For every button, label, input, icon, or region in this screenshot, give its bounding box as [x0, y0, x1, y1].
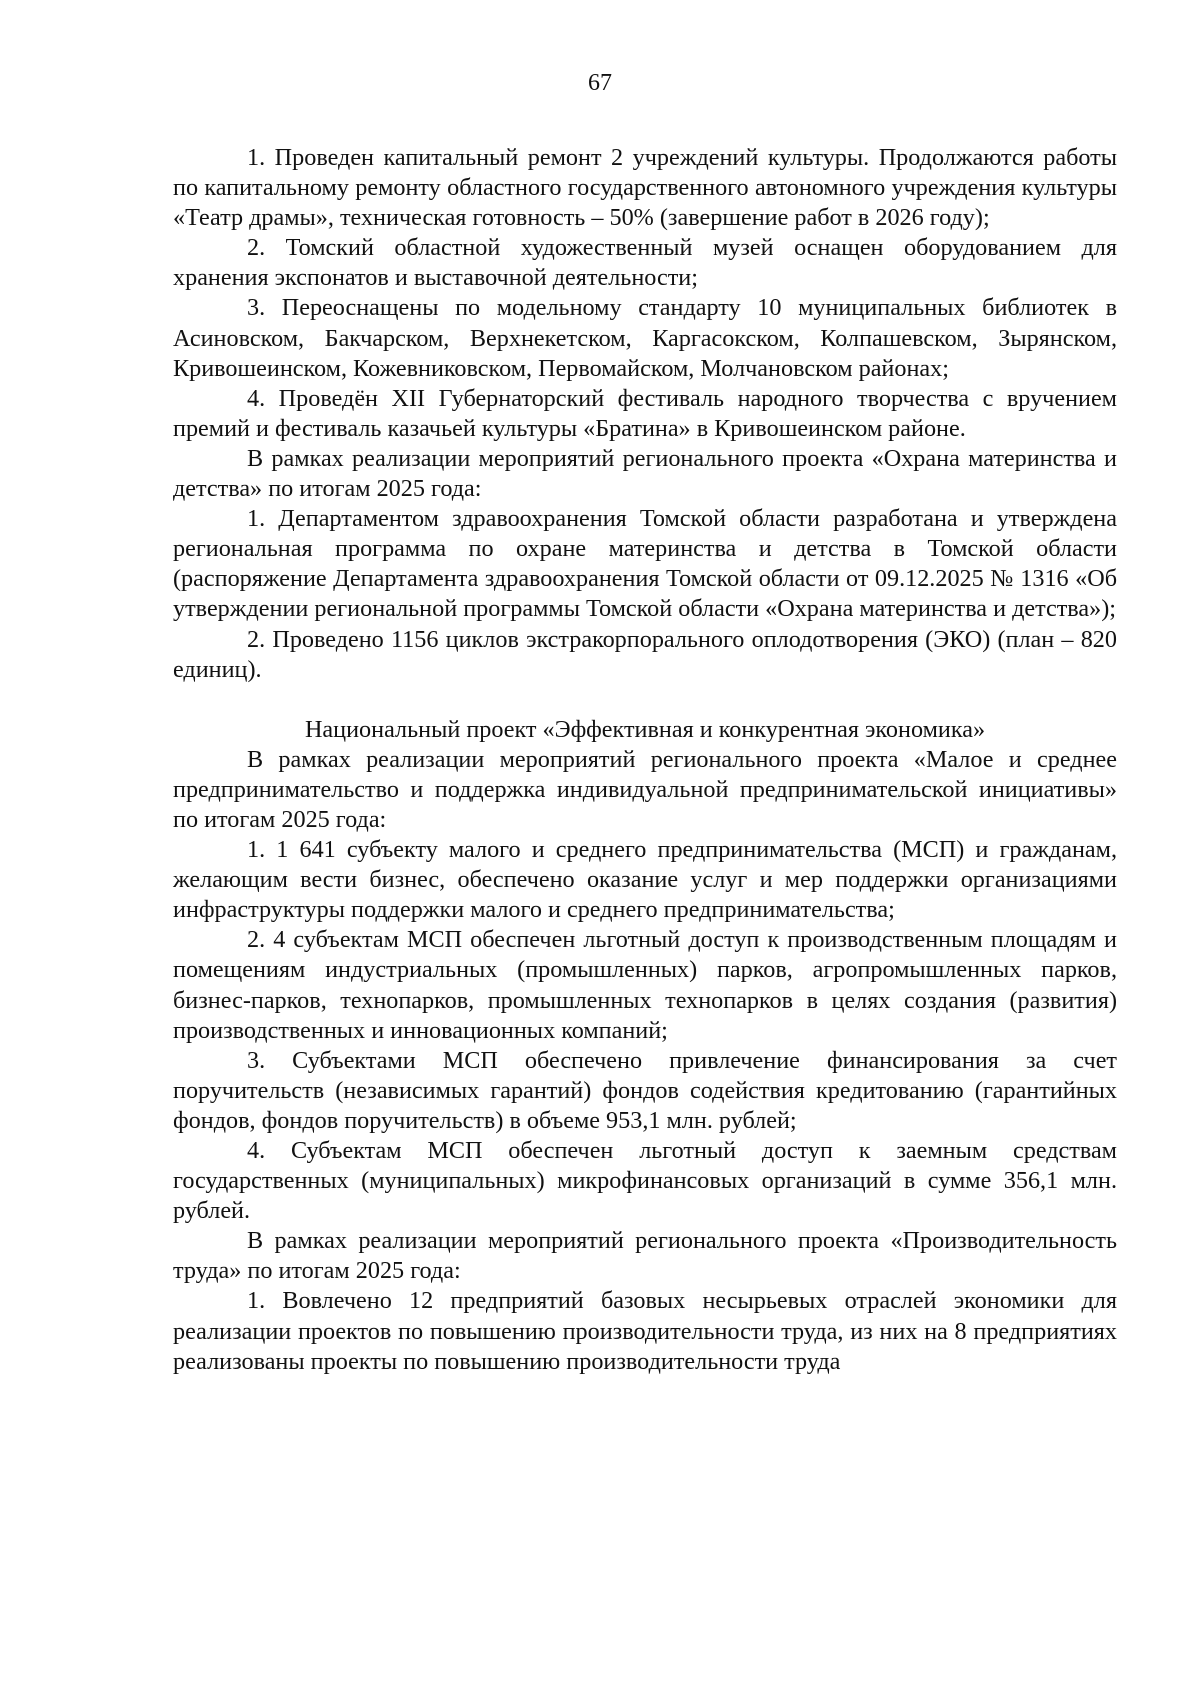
- paragraph: В рамках реализации мероприятий регионального проекта «Производительность труда» по итогам 2025 года:: [173, 1227, 1117, 1285]
- paragraph: 2. 4 субъектам МСП обеспечен льготный доступ к производственным площадям и помещениям индустриальных (промышленных) парков, агропромышленных парков, бизнес-парков, технопарков, промышленных технопарков в целях создания (развития) производственных и инновационных компаний;: [173, 926, 1117, 1044]
- paragraph: В рамках реализации мероприятий регионального проекта «Охрана материнства и детства» по итогам 2025 года:: [173, 444, 1117, 503]
- section-heading: Национальный проект «Эффективная и конкурентная экономика»: [304, 715, 986, 743]
- paragraph: 2. Томский областной художественный музей оснащен оборудованием для хранения экспонатов и выставочной деятельности;: [173, 234, 1117, 292]
- paragraph: 2. Проведено 1156 циклов экстракорпорального оплодотворения (ЭКО) (план – 820 единиц).: [173, 625, 1117, 683]
- page-number: 67: [588, 70, 612, 96]
- paragraph: 4. Проведён XII Губернаторский фестиваль народного творчества с вручением премий и фестиваль казачьей культуры «Братина» в Кривошеинском районе.: [173, 384, 1117, 442]
- paragraph: 1. Вовлечено 12 предприятий базовых несырьевых отраслей экономики для реализации проектов по повышению производительности труда, из них на 8 предприятиях реализованы проекты по повышению производительности труда: [173, 1287, 1117, 1375]
- paragraph: 1. Проведен капитальный ремонт 2 учреждений культуры. Продолжаются работы по капитальному ремонту областного государственного автономного учреждения культуры «Театр драмы», техническая готовность – 50% (завершение работ в 2026 году);: [173, 144, 1117, 232]
- paragraph: 3. Субъектами МСП обеспечено привлечение финансирования за счет поручительств (независимых гарантий) фондов содействия кредитованию (гарантийных фондов, фондов поручительств) в объеме 953,1 млн. рублей;: [173, 1046, 1117, 1134]
- paragraph: 1. Департаментом здравоохранения Томской области разработана и утверждена региональная программа по охране материнства и детства в Томской области (распоряжение Департамента здравоохранения Томской области от 09.12.2025 № 1316 «Об утверждении региональной программы Томской области «Охрана материнства и детства»);: [173, 505, 1117, 623]
- paragraph: В рамках реализации мероприятий регионального проекта «Малое и среднее предпринимательство и поддержка индивидуальной предпринимательской инициативы» по итогам 2025 года:: [173, 745, 1117, 833]
- document-body: [173, 143, 1117, 1377]
- paragraph: 1. 1 641 субъекту малого и среднего предпринимательства (МСП) и гражданам, желающим вести бизнес, обеспечено оказание услуг и мер поддержки организациями инфраструктуры поддержки малого и среднего предпринимательства;: [173, 836, 1117, 924]
- paragraph: 3. Переоснащены по модельному стандарту 10 муниципальных библиотек в Асиновском, Бакчарском, Верхнекетском, Каргасокском, Колпашевском, Зырянском, Кривошеинском, Кожевниковском, Первомайском, Молчановском районах;: [173, 294, 1117, 382]
- paragraph: 4. Субъектам МСП обеспечен льготный доступ к заемным средствам государственных (муниципальных) микрофинансовых организаций в сумме 356,1 млн. рублей.: [173, 1137, 1117, 1225]
